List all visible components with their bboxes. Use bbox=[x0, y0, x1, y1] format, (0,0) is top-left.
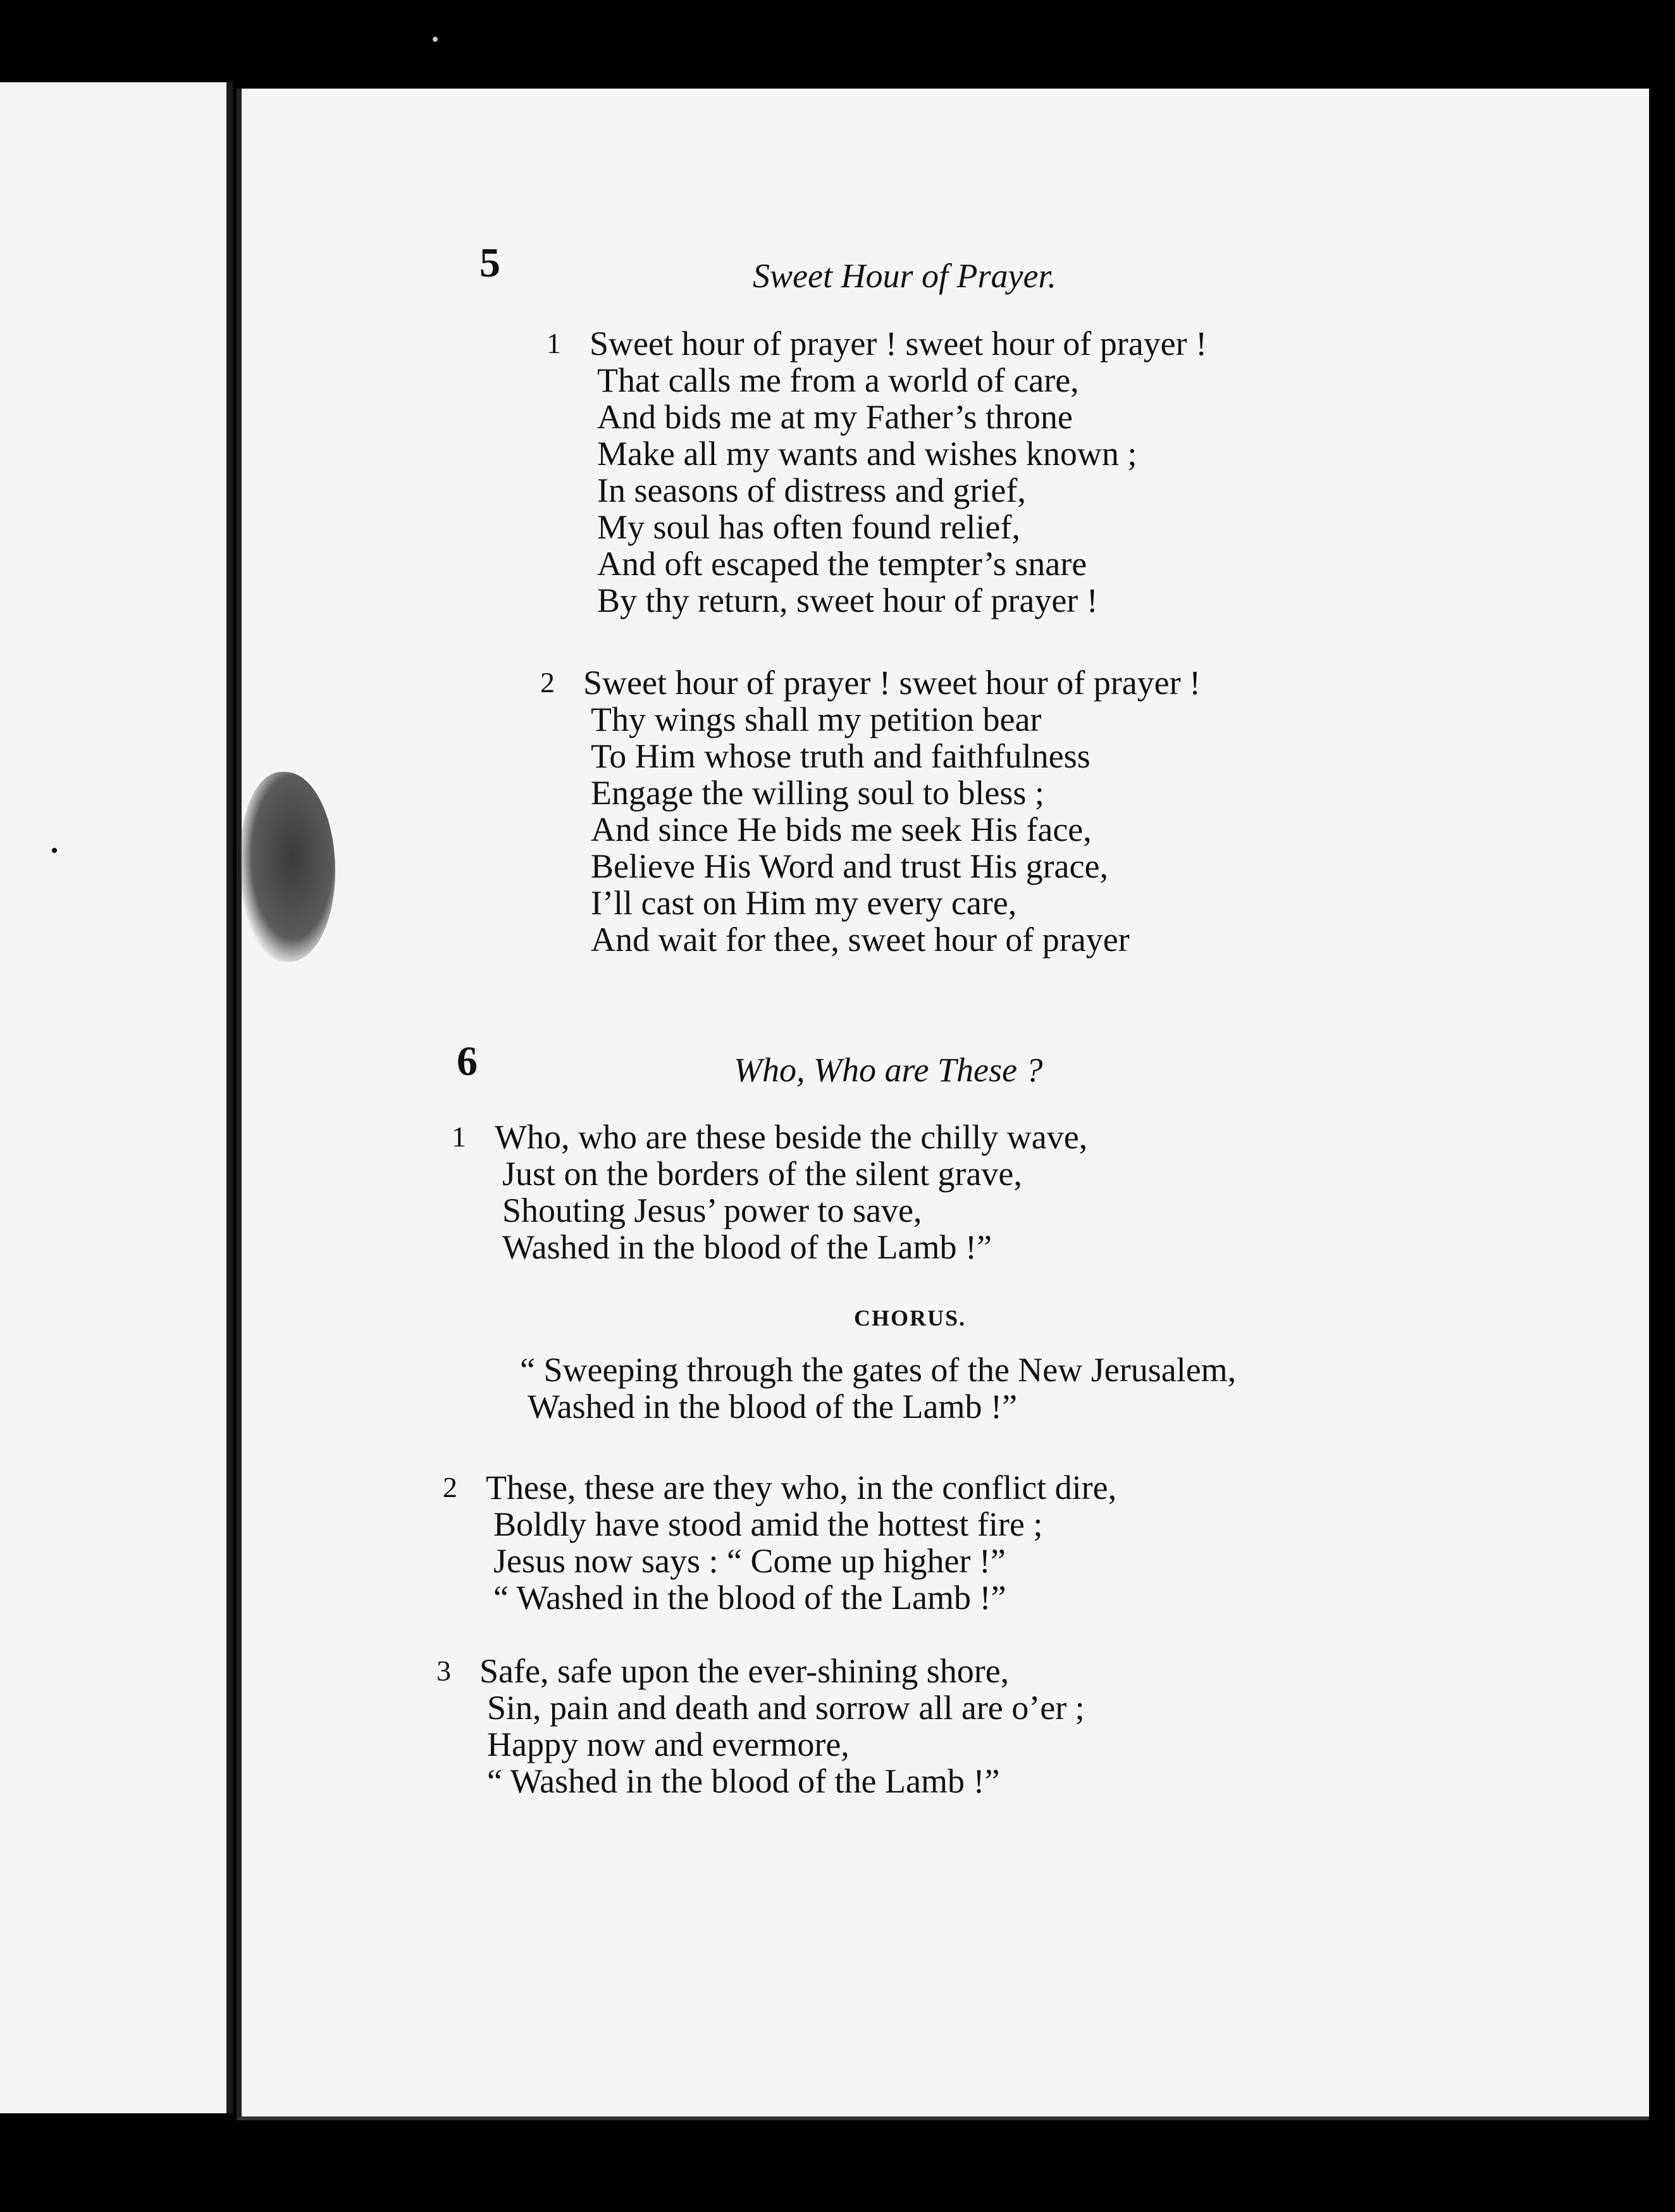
verse-line: Sin, pain and death and sorrow all are o’er ; bbox=[487, 1689, 1085, 1727]
verse-line: By thy return, sweet hour of prayer ! bbox=[597, 581, 1098, 619]
page-gutter bbox=[226, 82, 233, 2113]
verse bbox=[452, 1118, 1088, 1266]
verse-line: Jesus now says : “ Come up higher !” bbox=[493, 1542, 1006, 1580]
scan-speck bbox=[52, 848, 57, 853]
chorus bbox=[520, 1351, 1236, 1425]
hymn-title: Sweet Hour of Prayer. bbox=[753, 257, 1056, 295]
scan-speck bbox=[433, 37, 438, 42]
verse-line: Thy wings shall my petition bear bbox=[591, 700, 1042, 738]
verse bbox=[436, 1652, 1085, 1800]
verse-number: 2 bbox=[540, 666, 555, 699]
verse-line: To Him whose truth and faithfulness bbox=[591, 737, 1091, 775]
verse-line: And oft escaped the tempter’s snare bbox=[597, 545, 1087, 583]
verse bbox=[547, 325, 1208, 619]
verse-line: Who, who are these beside the chilly wave, bbox=[495, 1118, 1088, 1156]
verse-line: Just on the borders of the silent grave, bbox=[502, 1155, 1022, 1193]
verse-line: Believe His Word and trust His grace, bbox=[591, 847, 1108, 885]
verse-line: In seasons of distress and grief, bbox=[597, 471, 1026, 509]
verse-line: Sweet hour of prayer ! sweet hour of prayer ! bbox=[583, 664, 1201, 702]
verse-line: Boldly have stood amid the hottest fire ; bbox=[493, 1505, 1043, 1543]
verse-line: These, these are they who, in the conflict dire, bbox=[486, 1469, 1117, 1507]
verse-number: 1 bbox=[547, 327, 561, 359]
verse-number: 2 bbox=[443, 1471, 457, 1503]
hymn-title: Who, Who are These ? bbox=[734, 1051, 1043, 1089]
verse-line: Shouting Jesus’ power to save, bbox=[502, 1191, 922, 1229]
chorus-label: CHORUS. bbox=[854, 1305, 967, 1331]
verse-line: My soul has often found relief, bbox=[597, 508, 1020, 546]
chorus-line: “ Sweeping through the gates of the New Jerusalem, bbox=[520, 1351, 1237, 1389]
chorus-line: Washed in the blood of the Lamb !” bbox=[528, 1388, 1017, 1426]
verse-line: Happy now and evermore, bbox=[487, 1725, 850, 1763]
verse-line: And wait for thee, sweet hour of prayer bbox=[591, 921, 1130, 959]
verse-line: That calls me from a world of care, bbox=[597, 361, 1079, 399]
hymn-number: 6 bbox=[457, 1038, 478, 1084]
verse-line: And bids me at my Father’s throne bbox=[597, 398, 1073, 436]
verse bbox=[540, 664, 1201, 959]
verse-number: 1 bbox=[452, 1121, 466, 1153]
verse-line: Sweet hour of prayer ! sweet hour of prayer ! bbox=[590, 325, 1208, 363]
verse-line: Engage the willing soul to bless ; bbox=[591, 774, 1044, 812]
verse-line: Washed in the blood of the Lamb !” bbox=[502, 1228, 992, 1266]
facing-page-edge bbox=[0, 82, 231, 2113]
verse-line: “ Washed in the blood of the Lamb !” bbox=[487, 1762, 1000, 1800]
verse-number: 3 bbox=[436, 1655, 451, 1687]
verse-line: I’ll cast on Him my every care, bbox=[591, 884, 1017, 922]
verse bbox=[443, 1469, 1117, 1617]
hymn-number: 5 bbox=[479, 240, 500, 286]
verse-line: Make all my wants and wishes known ; bbox=[597, 435, 1137, 473]
verse-line: Safe, safe upon the ever-shining shore, bbox=[479, 1652, 1010, 1690]
verse-line: “ Washed in the blood of the Lamb !” bbox=[493, 1579, 1006, 1617]
verse-line: And since He bids me seek His face, bbox=[591, 811, 1092, 848]
